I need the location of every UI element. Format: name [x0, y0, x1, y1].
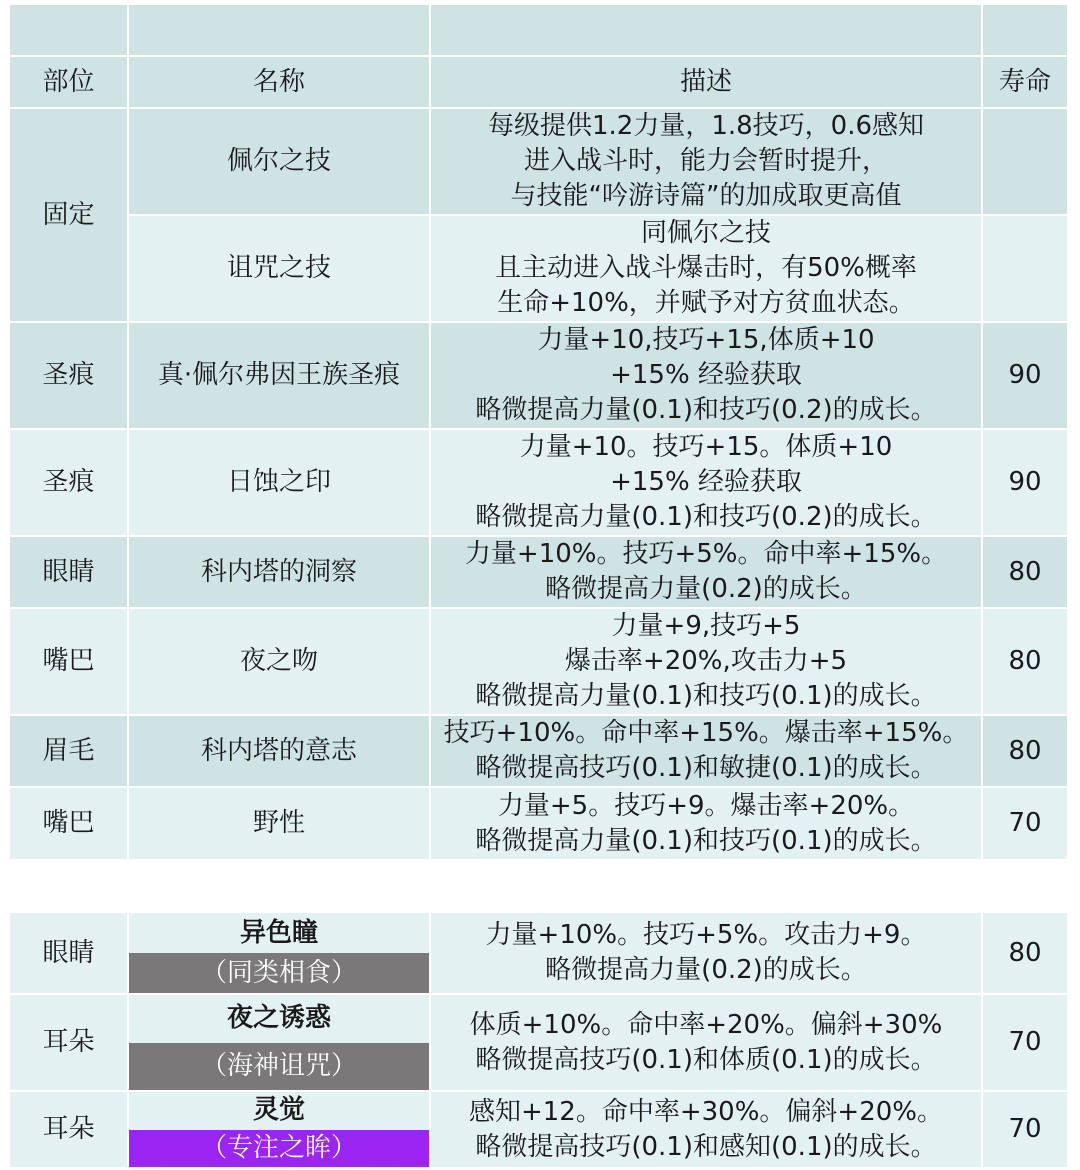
header-part: 部位: [10, 57, 129, 109]
desc-line: +15% 经验获取: [610, 467, 802, 497]
desc-cell: [431, 323, 983, 430]
trait-tag: （海神诅咒）: [129, 1043, 429, 1091]
desc-line: 生命+10%，并赋予对方贫血状态。: [497, 288, 915, 318]
table-row: [10, 323, 1067, 430]
desc-line: 技巧+10%。命中率+15%。爆击率+15%。: [443, 718, 969, 748]
name-cell: 诅咒之技: [129, 216, 431, 323]
name-cell: 科内塔的洞察: [129, 537, 431, 609]
table-row: [10, 1092, 1067, 1169]
desc-line: 感知+12。命中率+30%。偏斜+20%。: [468, 1096, 944, 1127]
desc-line: 力量+10%。技巧+5%。命中率+15%。: [464, 539, 948, 569]
desc-cell: [431, 109, 983, 216]
life-cell: 80: [983, 537, 1067, 609]
desc-line: 力量+10%。技巧+5%。攻击力+9。: [485, 920, 927, 950]
trait-tag: （专注之眸）: [129, 1130, 429, 1168]
part-cell: 眼睛: [10, 913, 129, 995]
header-name: 名称: [129, 57, 431, 109]
name-cell: 夜之吻: [129, 609, 431, 716]
table-row: [10, 913, 1067, 995]
name-cell: [129, 995, 431, 1092]
desc-cell: [431, 1092, 983, 1169]
name-cell: 真·佩尔弗因王族圣痕: [129, 323, 431, 430]
header-life: 寿命: [983, 57, 1067, 109]
part-cell: 眼睛: [10, 537, 129, 609]
life-cell: 70: [983, 995, 1067, 1092]
life-cell: 70: [983, 1092, 1067, 1169]
desc-line: 爆击率+20%,攻击力+5: [564, 646, 848, 676]
desc-line: 略微提高技巧(0.1)和敏捷(0.1)的成长。: [475, 753, 937, 783]
desc-cell: [431, 537, 983, 609]
life-cell: [983, 109, 1067, 216]
desc-line: 略微提高技巧(0.1)和体质(0.1)的成长。: [475, 1044, 937, 1075]
part-cell: 眉毛: [10, 716, 129, 788]
name-cell: [129, 913, 431, 995]
desc-line: +15% 经验获取: [610, 360, 802, 390]
desc-cell: [431, 913, 983, 995]
desc-cell: [431, 430, 983, 537]
life-cell: 90: [983, 323, 1067, 430]
life-cell: 80: [983, 716, 1067, 788]
desc-line: 与技能“吟游诗篇”的加成取更高值: [510, 181, 902, 211]
desc-line: 略微提高力量(0.1)和技巧(0.1)的成长。: [475, 681, 937, 711]
desc-line: 每级提供1.2力量，1.8技巧，0.6感知: [487, 111, 925, 141]
desc-line: 力量+10。技巧+15。体质+10: [519, 432, 893, 462]
header-row: [10, 57, 1067, 109]
table-row: [10, 430, 1067, 537]
name-cell: 佩尔之技: [129, 109, 431, 216]
part-cell: 嘴巴: [10, 609, 129, 716]
header-desc: 描述: [431, 57, 983, 109]
table-row: [10, 609, 1067, 716]
desc-line: 体质+10%。命中率+20%。偏斜+30%: [469, 1009, 943, 1040]
life-cell: 70: [983, 788, 1067, 861]
desc-line: 力量+5。技巧+9。爆击率+20%。: [497, 790, 915, 821]
table-row: [10, 537, 1067, 609]
table-row: [10, 216, 1067, 323]
desc-cell: [431, 716, 983, 788]
name-cell: 科内塔的意志: [129, 716, 431, 788]
part-cell: 耳朵: [10, 995, 129, 1092]
desc-line: 略微提高技巧(0.1)和感知(0.1)的成长。: [475, 1131, 937, 1162]
trait-name: 异色瞳: [239, 917, 318, 948]
desc-line: 同佩尔之技: [640, 218, 771, 248]
part-cell: 固定: [10, 109, 129, 323]
part-cell: 耳朵: [10, 1092, 129, 1169]
part-cell: 圣痕: [10, 323, 129, 430]
name-cell: 野性: [129, 788, 431, 861]
section-gap: [10, 861, 1067, 913]
trait-tag: （同类相食）: [129, 953, 429, 993]
trait-name: 灵觉: [252, 1095, 305, 1126]
part-cell: 圣痕: [10, 430, 129, 537]
life-cell: 80: [983, 609, 1067, 716]
desc-line: 略微提高力量(0.1)和技巧(0.2)的成长。: [475, 395, 937, 425]
table-row: [10, 109, 1067, 216]
desc-line: 略微提高力量(0.2)的成长。: [545, 574, 867, 604]
table-row: [10, 788, 1067, 861]
table-row: [10, 716, 1067, 788]
desc-line: 略微提高力量(0.1)和技巧(0.2)的成长。: [475, 502, 937, 532]
life-cell: 80: [983, 913, 1067, 995]
desc-line: 进入战斗时，能力会暂时提升，: [523, 146, 888, 176]
empty-top-row: [10, 5, 1067, 57]
life-cell: 90: [983, 430, 1067, 537]
name-cell: 日蚀之印: [129, 430, 431, 537]
table-row: [10, 995, 1067, 1092]
name-cell: [129, 1092, 431, 1169]
desc-line: 且主动进入战斗爆击时，有50%概率: [495, 253, 917, 283]
desc-line: 略微提高力量(0.2)的成长。: [545, 955, 867, 985]
life-cell: [983, 216, 1067, 323]
desc-cell: [431, 788, 983, 861]
desc-line: 力量+10,技巧+15,体质+10: [537, 325, 875, 355]
desc-line: 略微提高力量(0.1)和技巧(0.1)的成长。: [475, 825, 937, 856]
desc-cell: [431, 216, 983, 323]
trait-name: 夜之诱惑: [226, 1003, 331, 1034]
desc-line: 力量+9,技巧+5: [611, 611, 801, 641]
trait-table: [10, 5, 1067, 1169]
desc-cell: [431, 609, 983, 716]
part-cell: 嘴巴: [10, 788, 129, 861]
desc-cell: [431, 995, 983, 1092]
